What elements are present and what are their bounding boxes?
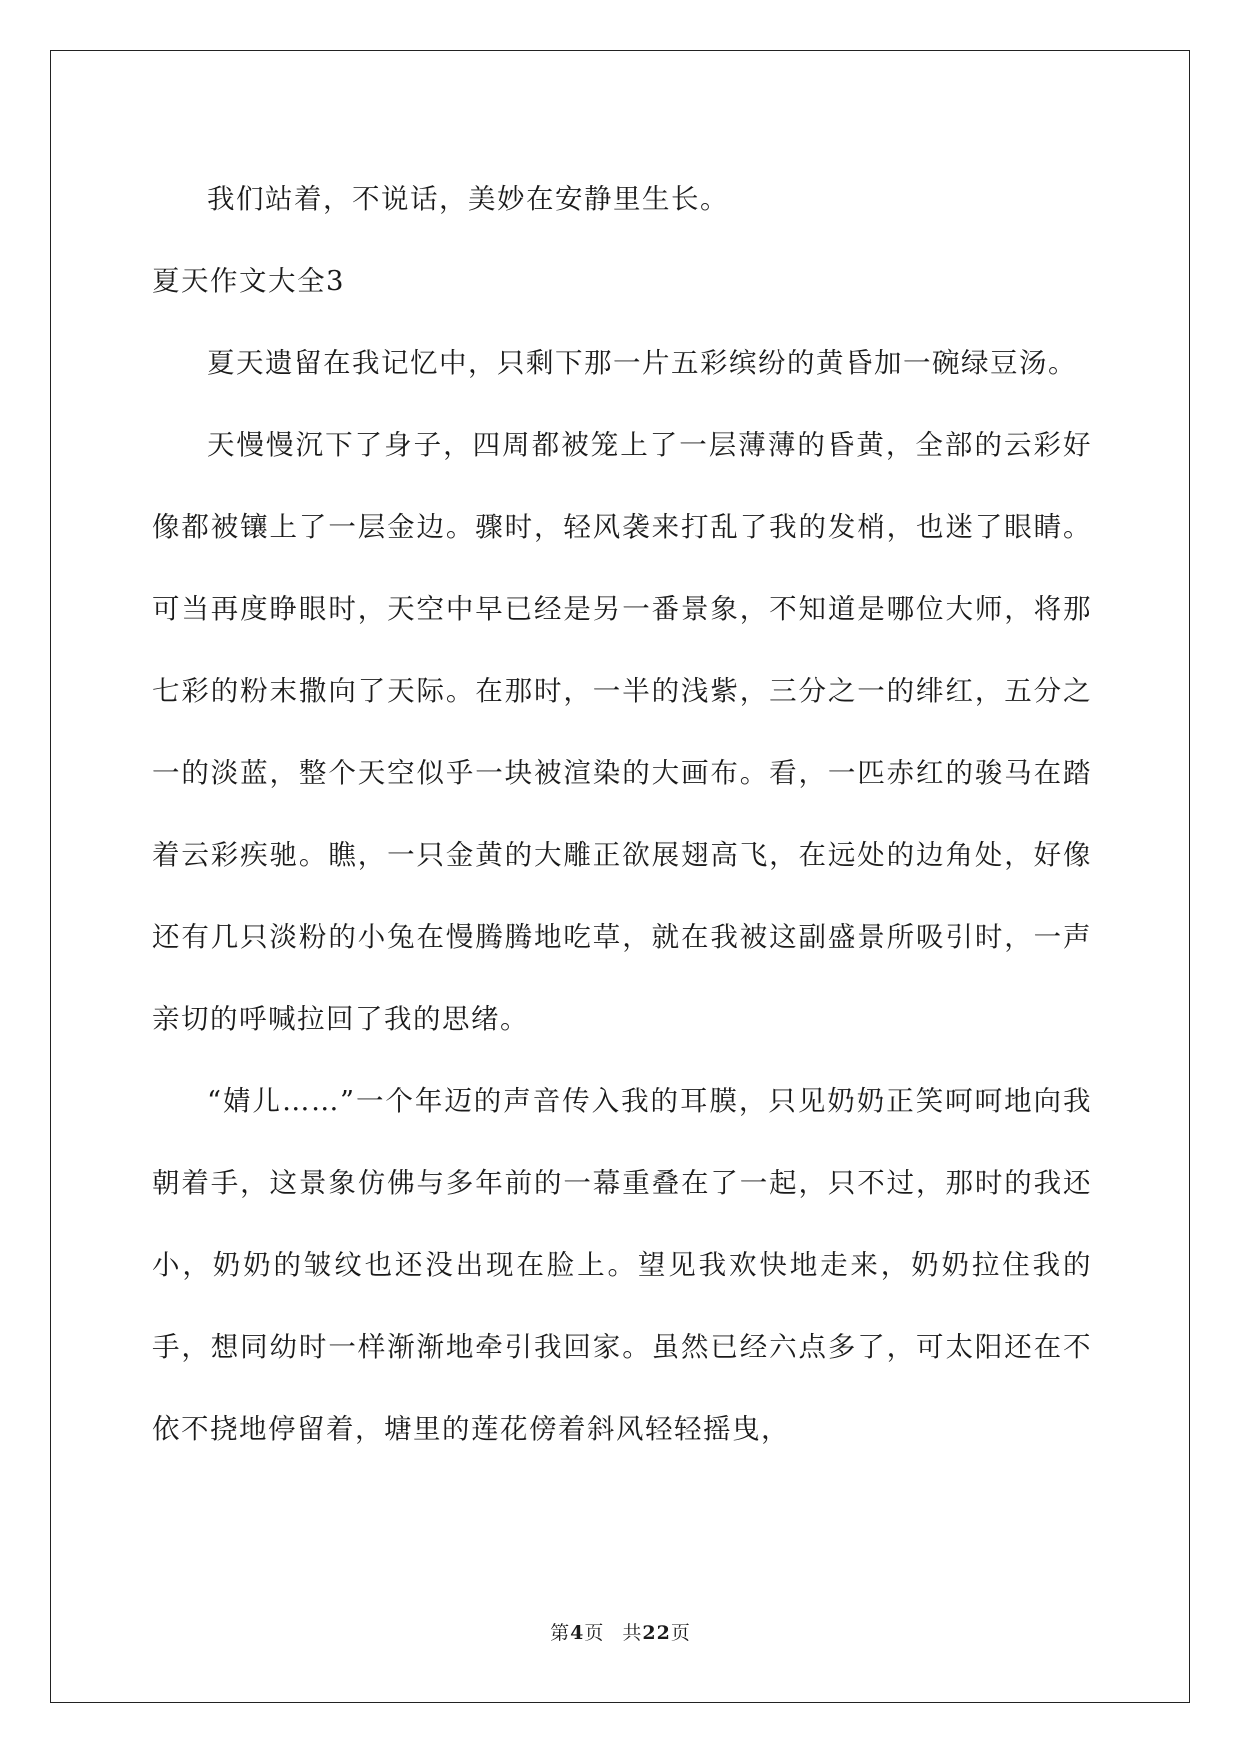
total-prefix: 共: [622, 1622, 643, 1644]
page-suffix: 页: [584, 1622, 605, 1644]
section-heading: 夏天作文大全3: [152, 265, 345, 297]
total-pages: 22: [642, 1622, 671, 1644]
document-body: [152, 158, 1092, 1470]
page-footer: [0, 1618, 1241, 1645]
paragraph: 夏天遗留在我记忆中，只剩下那一片五彩缤纷的黄昏加一碗绿豆汤。: [207, 347, 1077, 379]
paragraph: “婧儿……”一个年迈的声音传入我的耳膜，只见奶奶正笑呵呵地向我朝着手，这景象仿佛与多年前的一幕重叠在了一起，只不过，那时的我还小，奶奶的皱纹也还没出现在脸上。望见我欢快地走来，奶奶拉住我的手，想同幼时一样渐渐地牵引我回家。虽然已经六点多了，可太阳还在不依不挠地停留着，塘里的莲花傍着斜风轻轻摇曳，: [152, 1085, 1092, 1445]
page-number: 4: [570, 1622, 585, 1644]
total-suffix: 页: [670, 1622, 691, 1644]
paragraph: 天慢慢沉下了身子，四周都被笼上了一层薄薄的昏黄，全部的云彩好像都被镶上了一层金边。骤时，轻风袭来打乱了我的发梢，也迷了眼睛。可当再度睁眼时，天空中早已经是另一番景象，不知道是哪位大师，将那七彩的粉末撒向了天际。在那时，一半的浅紫，三分之一的绯红，五分之一的淡蓝，整个天空似乎一块被渲染的大画布。看，一匹赤红的骏马在踏着云彩疾驰。瞧，一只金黄的大雕正欲展翅高飞，在远处的边角处，好像还有几只淡粉的小兔在慢腾腾地吃草，就在我被这副盛景所吸引时，一声亲切的呼喊拉回了我的思绪。: [152, 429, 1092, 1035]
page-prefix: 第: [550, 1622, 571, 1644]
paragraph: 我们站着，不说话，美妙在安静里生长。: [207, 183, 729, 215]
